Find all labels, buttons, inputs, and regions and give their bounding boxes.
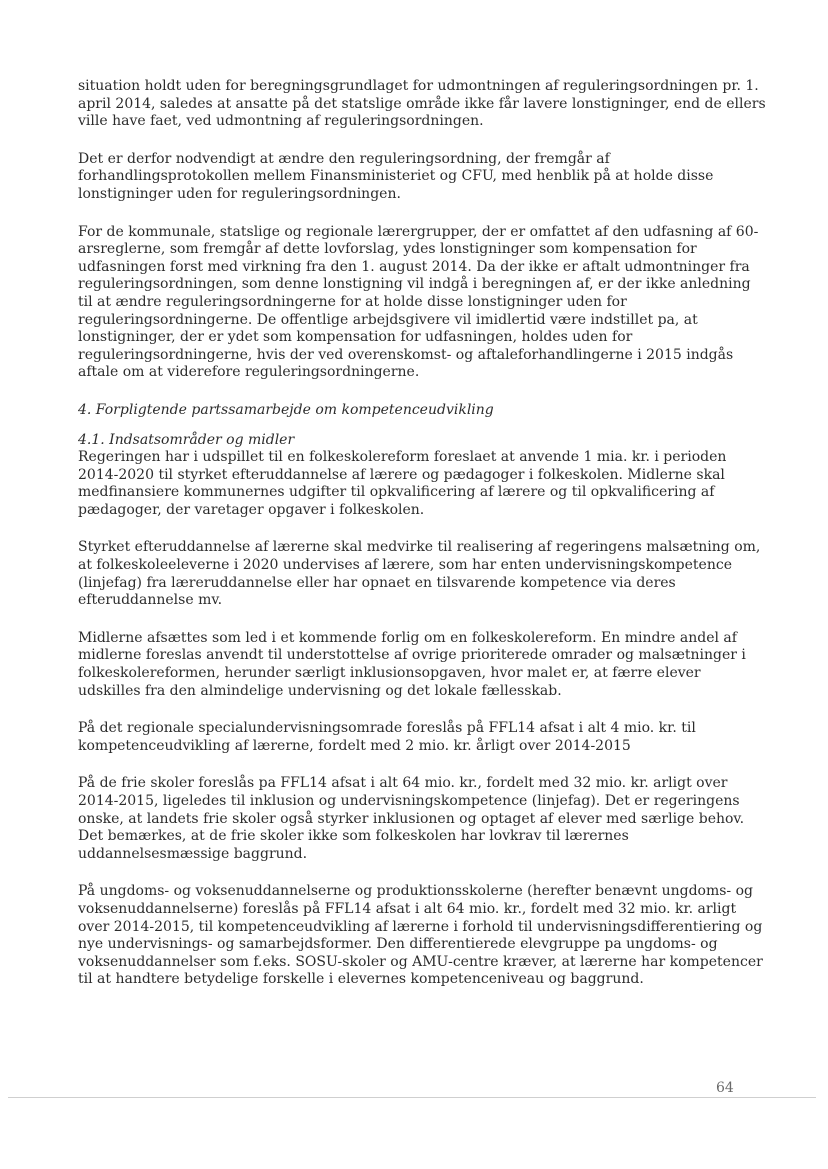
- paragraph-free-schools: På de frie skoler foreslås pa FFL14 afsat i alt 64 mio. kr., fordelt med 32 mio. kr. arligt over 2014-2015, ligeledes til inklusion og undervisningskompetence (linjefag). Det er regeringens onske, at landets frie skoler også styrker inklusionen og optaget af elever med særlige behov. Det bemærkes, at de frie skoler ikke som folkeskolen har lovkrav til lærernes uddannelsesmæssige baggrund.: [78, 775, 745, 862]
- paragraph-continuing-education: Styrket efteruddannelse af lærerne skal medvirke til realisering af regeringens malsætning om, at folkeskoleeleverne i 2020 undervises af lærere, som har enten undervisningskompetence (linjefag) fra læreruddannelse eller har opnaet en tilsvarende kompetence via deres efteruddannelse mv.: [78, 539, 761, 609]
- paragraph-regulation-situation: situation holdt uden for beregningsgrundlaget for udmontningen af reguleringsordningen pr. 1. april 2014, saledes at ansatte på det statslige område ikke får lavere lonstigninger, end de ellers ville have faet, ved udmontning af reguleringsordningen.: [78, 78, 766, 130]
- paragraph-regulation-change: Det er derfor nodvendigt at ændre den reguleringsordning, der fremgår af forhandlingsprotokollen mellem Finansministeriet og CFU, med henblik på at holde disse lonstigninger uden for reguleringsordningen.: [78, 150, 714, 202]
- paragraph-reform-funding: Regeringen har i udspillet til en folkeskolereform foreslaet at anvende 1 mia. kr. i perioden 2014-2020 til styrket efteruddannelse af lærere og pædagoger i folkeskolen. Midlerne skal medfinansiere kommunernes udgifter til opkvalificering af lærere og til opkvalificering af pædagoger, der varetager opgaver i folkeskolen.: [78, 449, 727, 518]
- footer-divider: [8, 1097, 816, 1098]
- paragraph-funds-allocation: Midlerne afsættes som led i et kommende forlig om en folkeskolereform. En mindre andel af midlerne foreslas anvendt til understottelse af ovrige prioriterede omrader og malsætninger i folkeskolereformen, herunder særligt inklusionsopgaven, hvor malet er, at færre elever udskilles fra den almindelige undervisning og det lokale fællesskab.: [78, 629, 746, 699]
- page-body: [78, 78, 766, 1009]
- paragraph-teacher-groups: For de kommunale, statslige og regionale lærergrupper, der er omfattet af den udfasning af 60-arsreglerne, som fremgår af dette lovforslag, ydes lonstigninger som kompensation for udfasningen forst med virkning fra den 1. august 2014. Da der ikke er aftalt udmontninger fra reguleringsordningen, som denne lonstigning vil indgå i beregningen af, er der ikke anledning til at ændre reguleringsordningerne for at holde disse lonstigninger uden for reguleringsordningerne. De offentlige arbejdsgivere vil imidlertid være indstillet pa, at lonstigninger, der er ydet som kompensation for udfasningen, holdes uden for reguleringsordningerne, hvis der ved overenskomst- og aftaleforhandlingerne i 2015 indgås aftale om at viderefore reguleringsordningerne.: [78, 223, 759, 381]
- paragraph-youth-adult-education: På ungdoms- og voksenuddannelserne og produktionsskolerne (herefter benævnt ungdoms- og voksenuddannelserne) foreslås på FFL14 afsat i alt 64 mio. kr., fordelt med 32 mio. kr. arligt over 2014-2015, til kompetenceudvikling af lærerne i forhold til undervisningsdifferentiering og nye undervisnings- og samarbejdsformer. Den differentierede elevgruppe pa ungdoms- og voksenuddannelser som f.eks. SOSU-skoler og AMU-centre kræver, at lærerne har kompetencer til at handtere betydelige forskelle i elevernes kompetenceniveau og baggrund.: [78, 883, 763, 988]
- section-heading: 4. Forpligtende partssamarbejde om kompetenceudvikling: [78, 401, 494, 418]
- paragraph-regional-special-education: På det regionale specialundervisningsomrade foreslås på FFL14 afsat i alt 4 mio. kr. til kompetenceudvikling af lærerne, fordelt med 2 mio. kr. årligt over 2014-2015: [78, 720, 696, 754]
- page-number: 64: [716, 1080, 734, 1096]
- subsection-heading: 4.1. Indsatsområder og midler: [78, 431, 295, 448]
